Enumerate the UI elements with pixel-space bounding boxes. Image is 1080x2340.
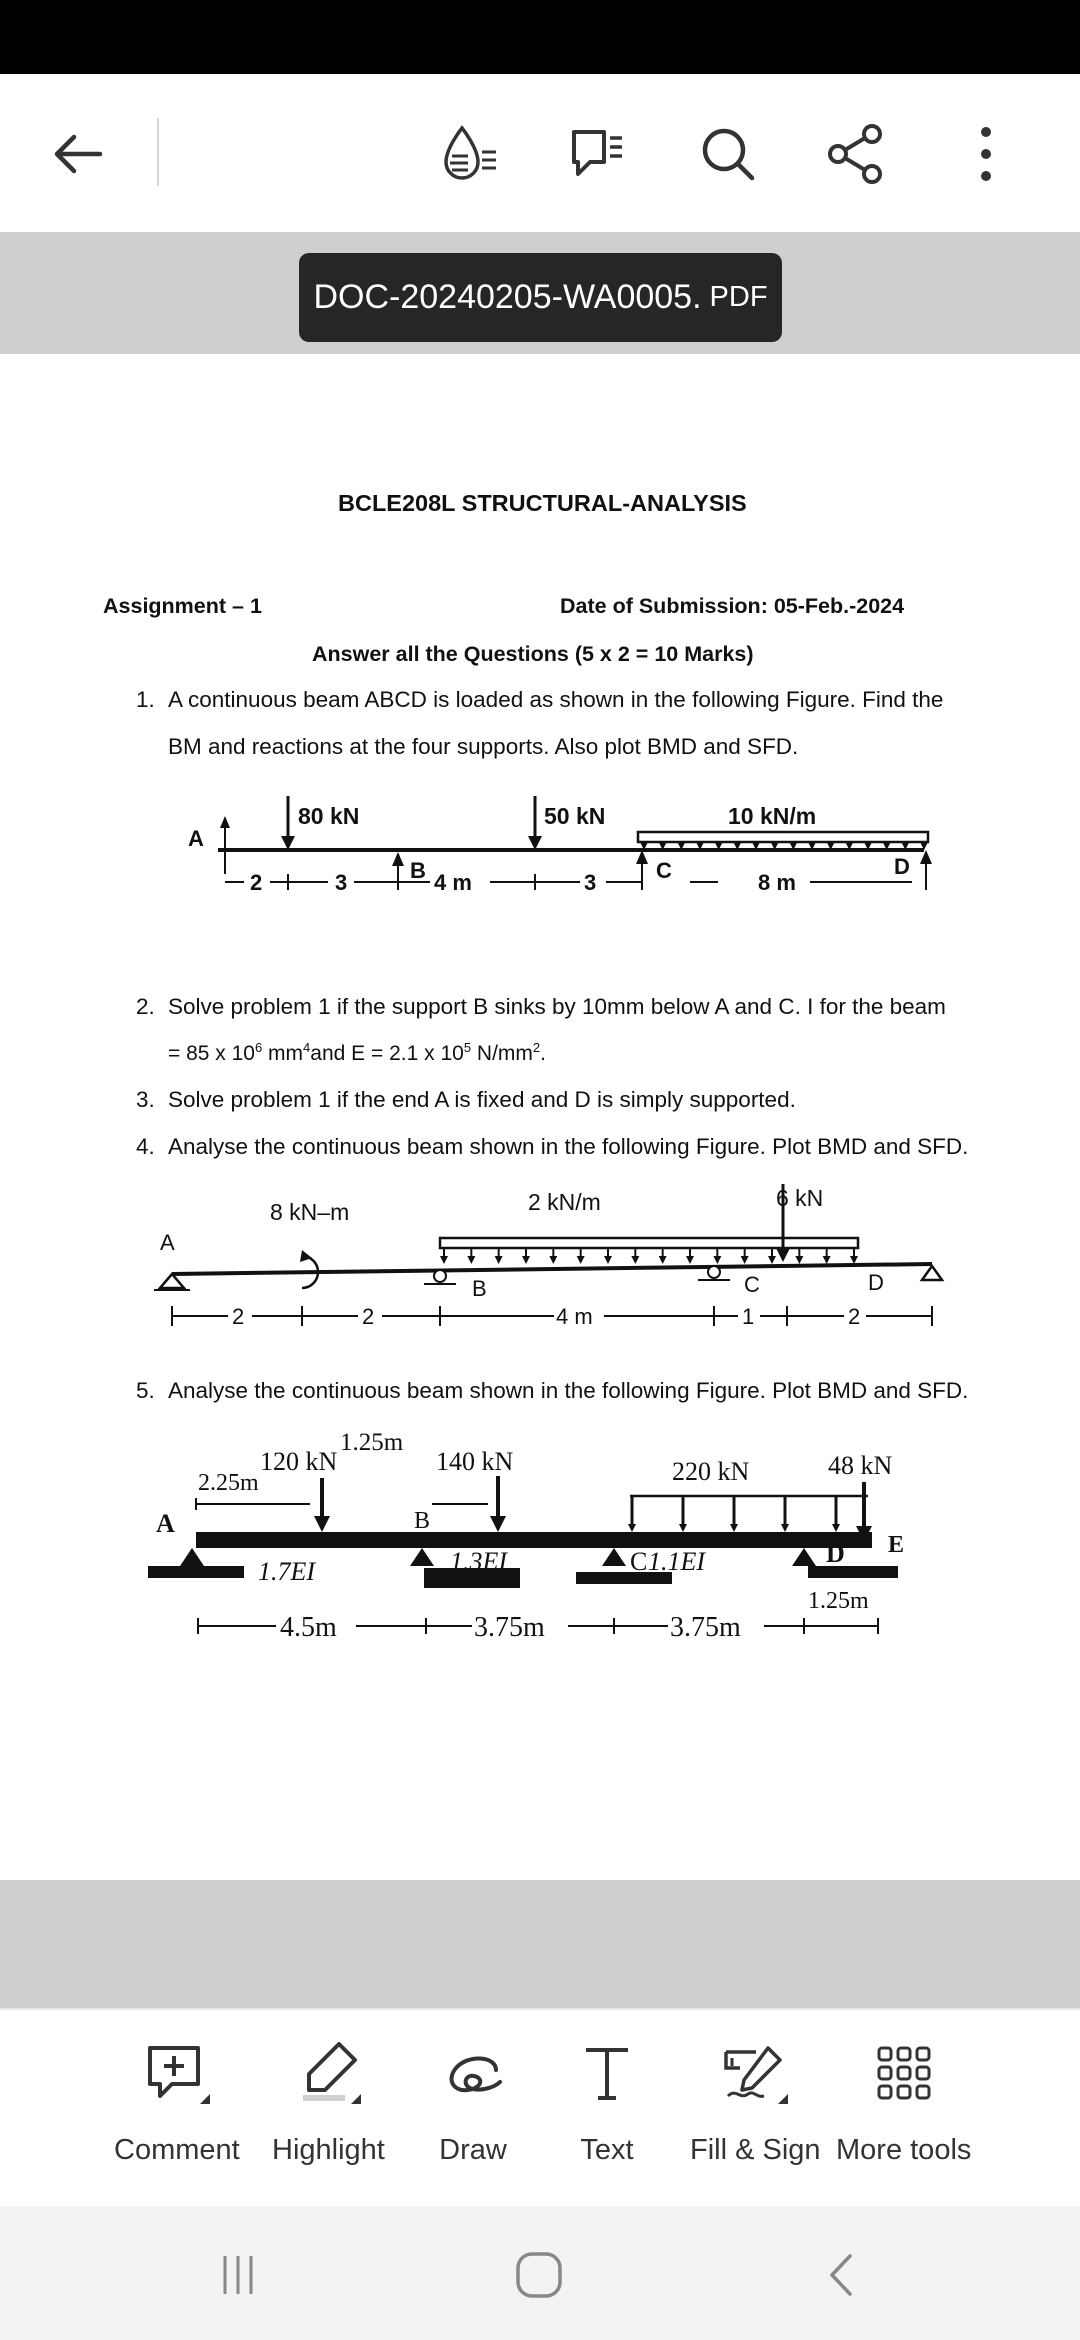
draw-tool[interactable] (438, 2038, 508, 2167)
bottom-toolbar (0, 2008, 1080, 2206)
more-options-icon[interactable] (950, 118, 1022, 190)
fig1-load-50: 50 kN (544, 803, 606, 829)
comment-tool[interactable] (114, 2038, 240, 2167)
udl-arrowhead (713, 1256, 721, 1264)
load-arrow (528, 836, 542, 850)
fig3-load-220: 220 kN (672, 1457, 750, 1486)
page-gap-bottom (0, 1880, 1080, 2008)
text-t-icon (572, 2038, 642, 2108)
fig1-label-a: A (188, 826, 204, 851)
figure-2-beam (140, 1180, 960, 1350)
udl-arrowhead (795, 1256, 803, 1264)
q4-number: 4. (136, 1134, 155, 1159)
fig3-ei-2: 1.3EI (450, 1547, 508, 1576)
comment-label: Comment (114, 2134, 240, 2166)
udl-arrowhead (495, 1256, 503, 1264)
fill-sign-label: Fill & Sign (690, 2134, 821, 2166)
top-app-bar (0, 74, 1080, 232)
fig2-label-a: A (160, 1230, 175, 1255)
pdf-page (0, 354, 1080, 1880)
fig1-dim-8m: 8 m (758, 870, 796, 895)
search-icon[interactable] (692, 118, 764, 190)
course-title: BCLE208L STRUCTURAL-ANALYSIS (338, 490, 747, 516)
fig3-label-c: C (630, 1547, 648, 1576)
fig3-offset-1.25m: 1.25m (340, 1429, 404, 1456)
fig1-udl: 10 kN/m (728, 803, 817, 829)
fig3-ei-3: 1.1EI (648, 1547, 706, 1576)
fig3-label-a: A (156, 1509, 175, 1538)
udl-arrowhead (850, 1256, 858, 1264)
fig3-span-2: 3.75m (474, 1612, 545, 1640)
back-nav-icon[interactable] (808, 2240, 878, 2310)
submission-date: Date of Submission: 05-Feb.-2024 (560, 594, 905, 618)
udl-arrowhead (730, 1524, 738, 1532)
q2-text-line2: = 85 x $10^6$ $mm^4and$ E = 2.1 x $10^5$ $N/mm^2$. (168, 1040, 546, 1065)
udl-arrowhead (679, 1524, 687, 1532)
file-extension: PDF (709, 281, 768, 313)
draw-squiggle-icon (438, 2038, 508, 2108)
fig1-dim-3: 3 (335, 870, 348, 895)
reading-mode-icon[interactable] (434, 118, 506, 190)
toolbar-divider (157, 118, 159, 186)
udl-arrowhead (628, 1524, 636, 1532)
q4-text: Analyse the continuous beam shown in the following Figure. Plot BMD and SFD. (168, 1134, 969, 1159)
fig3-span-3: 3.75m (670, 1612, 741, 1640)
q1-number: 1. (136, 687, 155, 712)
udl-arrowhead (832, 1524, 840, 1532)
udl-arrowhead (577, 1256, 585, 1264)
more-tools[interactable] (836, 2038, 971, 2167)
assignment-label: Assignment – 1 (103, 594, 262, 618)
fig2-dim-2c: 2 (848, 1304, 861, 1329)
fig1-dim-4m: 4 m (434, 870, 472, 895)
fig3-load-120: 120 kN (260, 1447, 338, 1476)
grid-dots-icon (869, 2038, 939, 2108)
udl-arrowhead (467, 1256, 475, 1264)
q1-text: BM and reactions at the four supports. Also plot BMD and SFD. (168, 734, 799, 759)
load-arrow (314, 1516, 330, 1532)
home-icon[interactable] (504, 2240, 574, 2310)
highlight-tool[interactable] (272, 2038, 385, 2167)
fill-sign-tool[interactable] (690, 2038, 821, 2167)
fig3-load-48: 48 kN (828, 1451, 893, 1480)
fig2-dim-1: 1 (742, 1304, 755, 1329)
q2-text: Solve problem 1 if the support B sinks by 10mm below A and C. I for the beam (168, 994, 946, 1019)
q3-text: Solve problem 1 if the end A is fixed and D is simply supported. (168, 1087, 796, 1112)
text-tool[interactable] (572, 2038, 642, 2167)
udl-arrowhead (549, 1256, 557, 1264)
q5-text: Analyse the continuous beam shown in the following Figure. Plot BMD and SFD. (168, 1378, 969, 1403)
figure-1-beam (170, 794, 950, 934)
fig3-span-1: 4.5m (280, 1612, 337, 1640)
comments-list-icon[interactable] (560, 118, 632, 190)
load-arrow (776, 1248, 790, 1262)
fig3-overhang: 1.25m (808, 1588, 869, 1614)
udl-arrowhead (631, 1256, 639, 1264)
q5-number: 5. (136, 1378, 155, 1403)
fig1-dim-3b: 3 (584, 870, 597, 895)
back-arrow-icon[interactable] (42, 118, 114, 190)
draw-label: Draw (439, 2134, 507, 2166)
fig3-label-e: E (888, 1532, 905, 1558)
fig3-label-b: B (414, 1508, 431, 1534)
q1-text: A continuous beam ABCD is loaded as shown in the following Figure. Find the (168, 687, 944, 712)
status-bar (0, 0, 1080, 74)
fig1-load-80: 80 kN (298, 803, 360, 829)
fig1-label-c: C (656, 858, 672, 883)
fig2-dim-2b: 2 (362, 1304, 375, 1329)
q3-number: 3. (136, 1087, 155, 1112)
fig3-offset-2.25m: 2.25m (198, 1470, 259, 1496)
q2-number: 2. (136, 994, 155, 1019)
udl-arrowhead (768, 1256, 776, 1264)
comment-add-icon (142, 2038, 212, 2108)
fig2-dim-4m: 4 m (556, 1304, 593, 1329)
fig3-ei-1: 1.7EI (258, 1557, 316, 1586)
fig3-load-140: 140 kN (436, 1447, 514, 1476)
fill-sign-icon (720, 2038, 790, 2108)
text-label: Text (580, 2134, 634, 2166)
udl-arrowhead (741, 1256, 749, 1264)
fig2-label-b: B (472, 1276, 487, 1301)
highlighter-icon (293, 2038, 363, 2108)
udl-arrowhead (686, 1256, 694, 1264)
recent-apps-icon[interactable] (203, 2240, 273, 2310)
highlight-label: Highlight (272, 2134, 385, 2166)
fig2-moment: 8 kN–m (270, 1199, 350, 1225)
fig2-label-c: C (744, 1272, 760, 1297)
fig2-label-d: D (868, 1270, 884, 1295)
udl-arrowhead (604, 1256, 612, 1264)
fig2-dim-2: 2 (232, 1304, 245, 1329)
load-arrow (490, 1516, 506, 1532)
udl-arrowhead (781, 1524, 789, 1532)
more-tools-label: More tools (836, 2134, 972, 2166)
fig1-label-b: B (410, 858, 426, 883)
instruction: Answer all the Questions (5 x 2 = 10 Marks) (312, 642, 754, 666)
figure-3-beam (136, 1420, 946, 1640)
file-name-banner (299, 253, 782, 342)
file-name: DOC-20240205-WA0005. (313, 278, 702, 316)
udl-arrowhead (659, 1256, 667, 1264)
share-icon[interactable] (820, 118, 892, 190)
udl-arrowhead (440, 1256, 448, 1264)
fig2-point-load: 6 kN (776, 1185, 824, 1211)
fig3-label-d: D (826, 1539, 845, 1568)
fig1-dim-2: 2 (250, 870, 263, 895)
udl-arrowhead (823, 1256, 831, 1264)
system-nav-bar (0, 2206, 1080, 2340)
fig2-udl: 2 kN/m (528, 1189, 601, 1215)
load-arrow (281, 836, 295, 850)
point-load-group (628, 1496, 840, 1532)
fig1-label-d: D (894, 854, 910, 879)
udl-arrowhead (522, 1256, 530, 1264)
udl-arrows (440, 1248, 858, 1264)
